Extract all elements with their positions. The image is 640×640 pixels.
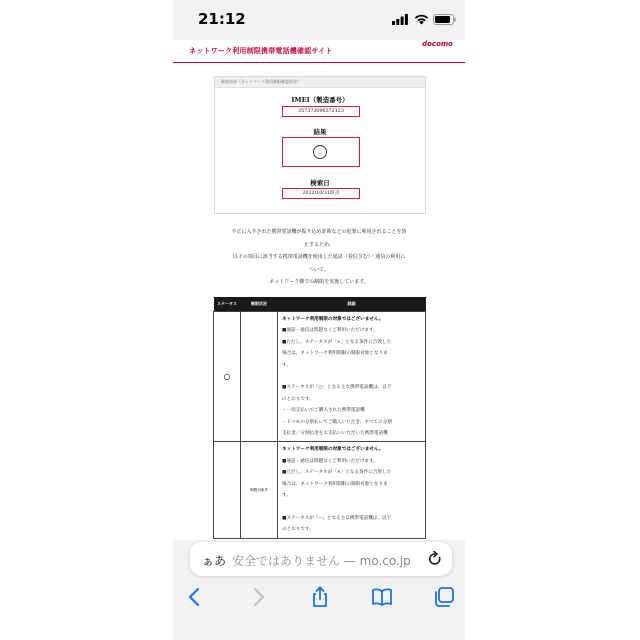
status-cell: ○ [214, 312, 241, 442]
web-page [173, 40, 465, 540]
detail-line: ・一括支払いでご購入された携帯電話機 [282, 408, 365, 414]
detail-line: ネットワーク利用制限の対象ではございません。 [282, 447, 384, 453]
detail-line: ■ステータスが「−」となる主な携帯電話機は、以下 [282, 515, 392, 521]
detail-cell [278, 312, 426, 442]
notice-text [203, 226, 435, 289]
header-status: ステータス [214, 297, 241, 312]
notice-line: 不正に入手された携帯電話機が振り込め詐欺などの犯罪に利用されることを防 [231, 229, 407, 235]
detail-line: ■ただし、ステータスが「×」となる条件に合致した [282, 339, 392, 345]
docomo-logo[interactable]: docomo [422, 40, 453, 48]
detail-line [282, 502, 423, 513]
detail-line: す。 [282, 493, 291, 499]
detail-line [282, 371, 423, 382]
notice-line: ついて、 [309, 266, 329, 273]
date-value: 2022/10/31時点 [282, 188, 360, 199]
reload-icon[interactable] [428, 551, 442, 567]
page-settings-button[interactable]: ぁあ [202, 554, 227, 568]
detail-line: 場合は、ネットワーク利用制限の制限対象となりま [282, 351, 388, 357]
detail-line: ・ドコモの分割払いでご購入いただき、すべての分割 [282, 419, 392, 425]
address-bar[interactable] [190, 542, 452, 576]
result-panel [214, 76, 426, 214]
site-header [173, 40, 465, 63]
imei-label: IMEI（製造番号） [291, 96, 349, 104]
table-row [214, 312, 426, 442]
detail-line: す。 [282, 362, 291, 368]
url-text[interactable]: 安全ではありません — mo.co.jp [232, 554, 411, 568]
status-cell [214, 442, 241, 538]
detail-cell [278, 442, 426, 538]
restriction-cell [241, 312, 278, 442]
share-icon[interactable] [309, 586, 331, 608]
detail-line: ■通話・通信は問題なくご利用いただけます。 [282, 458, 378, 464]
detail-line: のとおりです。 [282, 527, 314, 533]
header-restriction: 制限状況 [241, 297, 278, 312]
detail-line: ■ただし、ステータスが「×」となる条件に合致した [282, 470, 392, 476]
bookmarks-icon[interactable] [371, 586, 393, 608]
status-time: 21:12 [198, 10, 246, 28]
forward-icon[interactable] [247, 586, 269, 608]
detail-line: 支払金／分割払金をお支払いいただいた携帯電話機 [282, 431, 388, 437]
detail-line: ■ステータスが「○」となる主な携帯電話機は、以下 [282, 385, 392, 391]
detail-line: のとおりです。 [282, 396, 314, 402]
back-icon[interactable] [184, 586, 206, 608]
result-circle-mark [313, 145, 327, 159]
table-row [214, 442, 426, 538]
result-section-label: 検索結果（ネットワーク利用制限確認結果） [215, 77, 425, 88]
result-label: 結果 [313, 128, 327, 136]
detail-line: ネットワーク利用制限の対象ではございません。 [282, 317, 384, 322]
status-table [213, 297, 426, 539]
detail-line: ■通話・通信は問題なくご利用いただけます。 [282, 328, 378, 334]
detail-line: 場合は、ネットワーク利用制限の制限対象となりま [282, 481, 388, 487]
restriction-cell: 制限対象外 [241, 442, 278, 538]
notice-line: 以下の項目に該当する携帯電話機を使用した通話（着信含む）・通信の利用に [232, 254, 406, 260]
notice-line: 止するため、 [304, 241, 334, 248]
tabs-icon[interactable] [433, 586, 455, 608]
browser-toolbar [173, 578, 465, 640]
notice-line: ネットワーク側での制限を実施しています。 [269, 279, 369, 285]
header-detail: 詳細 [278, 297, 426, 312]
site-title[interactable]: ネットワーク利用制限携帯電話機確認サイト [189, 47, 333, 55]
wifi-icon [414, 13, 429, 25]
date-label: 検索日 [310, 179, 330, 187]
battery-icon [433, 14, 456, 25]
cellular-signal-icon [392, 14, 408, 25]
imei-value: 357373096372123 [282, 106, 360, 117]
